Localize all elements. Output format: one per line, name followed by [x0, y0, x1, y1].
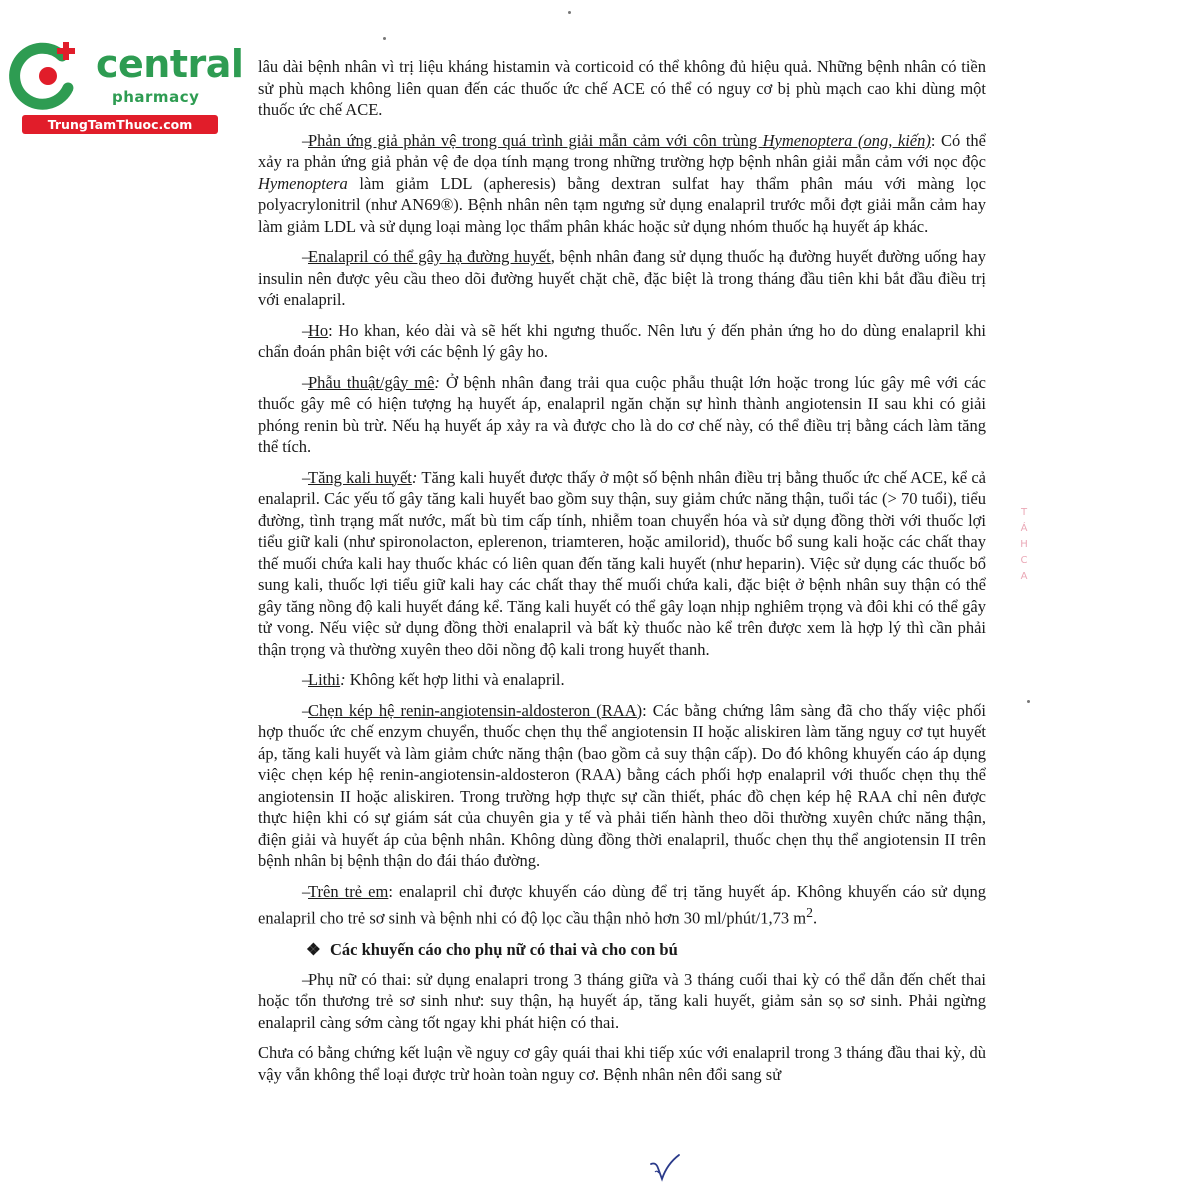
section-children: –Trên trẻ em: enalapril chỉ được khuyến cáo dùng để trị tăng huyết áp. Không khuyến cáo sử dụng enalapril cho trẻ sơ sinh và bệnh nhi có độ lọc cầu thận nhỏ hơn 30 ml/phút/1,73 $m^2$. [258, 881, 986, 928]
section-title: Phản ứng giả phản vệ trong quá trình giải mẫn cảm với côn trùng Hymenoptera (ong, kiến) [308, 130, 931, 150]
brand-logo [8, 36, 244, 136]
section-hyperkalemia: –Tăng kali huyết: Tăng kali huyết được thấy ở một số bệnh nhân điều trị bằng thuốc ức chế ACE, kể cả enalapril. Các yếu tố gây tăng kali huyết bao gồm suy thận, suy giảm chức năng thận, tuổi tác (> 70 tuổi), tiểu đường, tình trạng mất nước, mất bù tim cấp tính, nhiễm toan chuyển hóa và sử dụng đồng thời với thuốc lợi tiểu giữ kali (như spironolacton, eplerenon, triamteren, hoặc amilorid), thuốc bổ sung kali hoặc các chất thay thế muối chứa kali hay thuốc khác có liên quan đến tăng kali huyết (như heparin). Việc sử dụng các thuốc bổ sung kali, thuốc lợi tiểu giữ kali hay các chất thay thế muối chứa kali, đặc biệt ở bệnh nhân suy thận có thể gây tăng nồng độ kali huyết đáng kể. Tăng kali huyết có thể gây loạn nhịp nghiêm trọng và đôi khi có thể gây tử vong. Nếu việc sử dụng đồng thời enalapril và bất kỳ thuốc nào kể trên được xem là hợp lý thì cần phải thận trọng và thường xuyên theo dõi nồng độ kali trong huyết thanh. [258, 467, 986, 659]
section-title: Tăng kali huyết [308, 467, 412, 487]
pregnancy-paragraph: –Phụ nữ có thai: sử dụng enalapri trong 3 tháng giữa và 3 tháng cuối thai kỳ có thể dẫn đến chết thai hoặc tổn thương trẻ sơ sinh như: suy thận, hạ huyết áp, tăng kali huyết, giảm sản sọ sơ sinh. Phải ngừng enalapril càng sớm càng tốt ngay khi phát hiện có thai. [258, 969, 986, 1032]
section-lithium: –Lithi: Không kết hợp lithi và enalapril. [302, 670, 565, 689]
final-paragraph: Chưa có bằng chứng kết luận về nguy cơ gây quái thai khi tiếp xúc với enalapril trong 3 tháng đầu thai kỳ, dù vậy vẫn không thể loại được trừ hoàn toàn nguy cơ. Bệnh nhân nên đổi sang sử [258, 1043, 986, 1084]
dash: – [302, 130, 311, 150]
signature-mark-icon [648, 1152, 682, 1182]
section-title: Ho [308, 320, 329, 340]
document-body [258, 56, 986, 1094]
section-title: Enalapril có thể gây hạ đường huyết [308, 247, 551, 266]
faded-stamp: T Á H C A [1020, 507, 1028, 582]
intro-paragraph: lâu dài bệnh nhân vì trị liệu kháng histamin và corticoid có thể không đủ hiệu quả. Những bệnh nhân có tiền sử phù mạch không liên quan đến các thuốc ức chế ACE có thể có nguy cơ bị phù mạch cao khi dùng một thuốc ức chế ACE. [258, 57, 986, 119]
section-surgery-anesthesia: –Phẫu thuật/gây mê: Ở bệnh nhân đang trải qua cuộc phẫu thuật lớn hoặc trong lúc gây mê với các thuốc gây mê có hiện tượng hạ huyết áp, enalapril ngăn chặn sự hình thành angiotensin II sau khi có giải phóng renin bù trừ. Nếu hạ huyết áp xảy ra và được cho là do cơ chế này, có thể điều trị bằng cách làm tăng thể tích. [258, 372, 986, 456]
scan-speck [568, 11, 571, 14]
section-cough: –Ho: Ho khan, kéo dài và sẽ hết khi ngưng thuốc. Nên lưu ý đến phản ứng ho do dùng enalapril khi chẩn đoán phân biệt với các bệnh lý gây ho. [258, 320, 986, 361]
section-dual-raa-blockade: –Chẹn kép hệ renin-angiotensin-aldosteron (RAA): Các bằng chứng lâm sàng đã cho thấy việc phối hợp thuốc ức chế enzym chuyển, thuốc chẹn thụ thể angiotensin II hoặc aliskiren làm tăng nguy cơ tụt huyết áp, tăng kali huyết và làm giảm chức năng thận (bao gồm cả suy thận cấp). Do đó không khuyến cáo áp dụng việc chẹn kép hệ renin-angiotensin-aldosteron (RAA) bằng cách phối hợp enalapril với thuốc chẹn thụ thể angiotensin II hoặc aliskiren. Trong trường hợp thực sự cần thiết, phác đồ chẹn kép hệ RAA chỉ nên được thực hiện khi có sự giám sát của chuyên gia y tế và phải tiến hành theo dõi thường xuyên chức năng thận, điện giải và huyết áp của bệnh nhân. Không dùng đồng thời enalapril, thuốc chẹn thụ thể angiotensin II trên bệnh nhân bị bệnh thận do đái tháo đường. [258, 700, 986, 870]
section-title: Trên trẻ em [308, 881, 389, 901]
brand-subtitle: pharmacy [112, 88, 200, 106]
scan-speck [383, 37, 386, 40]
scan-speck [1027, 700, 1030, 703]
section-pseudo-anaphylaxis: –Phản ứng giả phản vệ trong quá trình giải mẫn cảm với côn trùng Hymenoptera (ong, kiến): Có thể xảy ra phản ứng giả phản vệ đe dọa tính mạng trong những trường hợp bệnh nhân giải mẫn cảm với nọc độc Hymenoptera làm giảm LDL (apheresis) bằng dextran sulfat hay thẩm phân máu với màng lọc polyacrylonitril (như AN69®). Bệnh nhân nên tạm ngưng sử dụng enalapril trước mỗi đợt giải mẫn cảm hay làm giảm LDL và sử dụng loại màng lọc thẩm phân khác hoặc sử dụng nhóm thuốc hạ huyết áp khác. [258, 130, 986, 236]
section-hypoglycemia: –Enalapril có thể gây hạ đường huyết, bệnh nhân đang sử dụng thuốc hạ đường huyết đường uống hay insulin nên được yêu cầu theo dõi đường huyết chặt chẽ, đặc biệt là trong tháng đầu tiên khi bắt đầu điều trị với enalapril. [258, 247, 986, 309]
pharmacy-logo-icon [8, 36, 88, 116]
section-title: Lithi [308, 670, 341, 689]
brand-url[interactable]: TrungTamThuoc.com [22, 115, 218, 134]
section-title: Phẫu thuật/gây mê [308, 372, 435, 392]
diamond-bullet-icon: ❖ [306, 940, 321, 959]
section-title: Chẹn kép hệ renin-angiotensin-aldosteron (RAA) [308, 700, 643, 720]
brand-name: central [96, 42, 244, 86]
pregnancy-heading: ❖ Các khuyến cáo cho phụ nữ có thai và cho con bú [306, 940, 678, 959]
